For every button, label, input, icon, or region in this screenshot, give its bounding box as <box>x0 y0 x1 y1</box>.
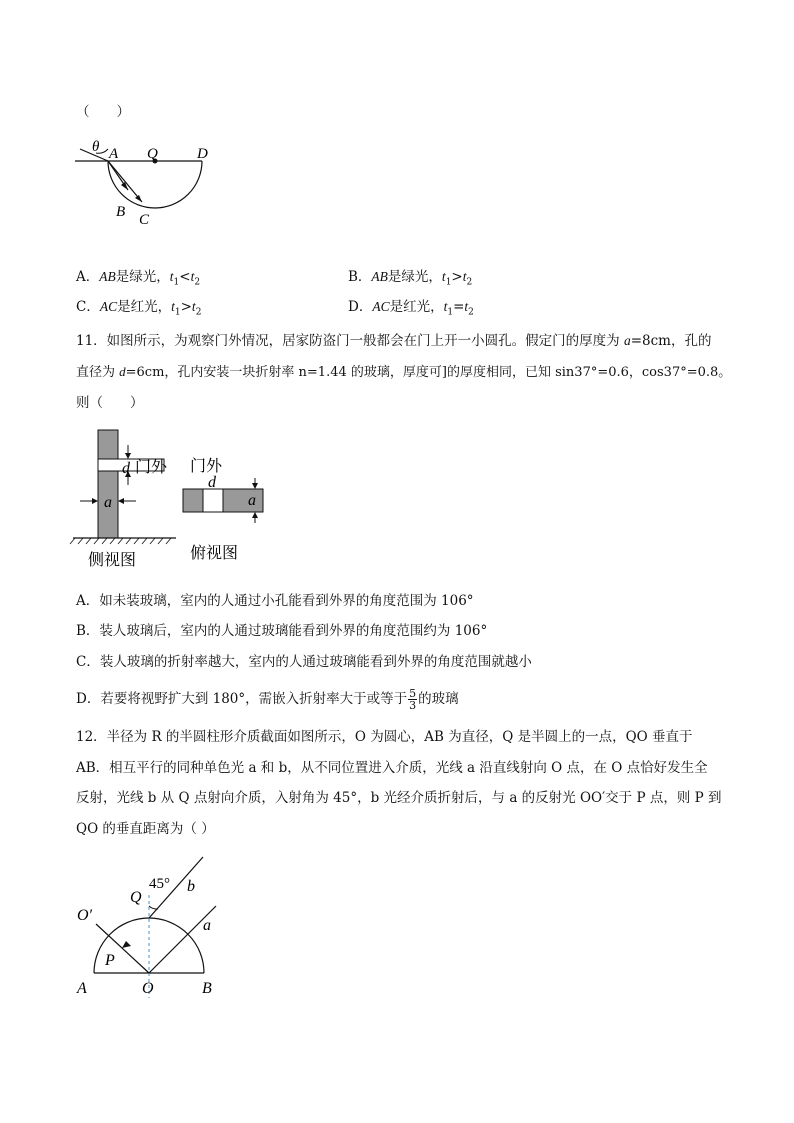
q10-label-Q: Q <box>147 146 158 162</box>
q10-figure <box>70 130 220 230</box>
q10-label-D: D <box>197 146 208 162</box>
q10-option-a: A．AB是绿光，$t_1<t_2$ <box>76 269 201 288</box>
q11-caption-top: 俯视图 <box>190 545 239 562</box>
q10-option-d: D．AC是红光，$t_1=t_2$ <box>348 299 474 318</box>
q12-stem-line4: QO 的垂直距离为（ ） <box>76 821 215 837</box>
q11-stem-line1: 11．如图所示，为观察门外情况，居家防盗门一般都会在门上开一小圆孔。假定门的厚度为 a=8cm，孔的 <box>76 333 712 349</box>
q12-label-P: P <box>105 952 115 969</box>
q11-option-a: A．如未装玻璃，室内的人通过小孔能看到外界的角度范围为 106° <box>76 593 474 609</box>
q11-stem-line2: 直径为 d=6cm，孔内安装一块折射率 n=1.44 的玻璃，厚度可]的厚度相同，已知 sin37°=0.6，cos37°=0.8。 <box>76 364 732 380</box>
q11-label-outside-side: 门外 <box>135 459 168 476</box>
q11-label-a-top: a <box>248 492 256 509</box>
q11-option-c: C．装人玻璃的折射率越大，室内的人通过玻璃能看到外界的角度范围就越小 <box>76 654 532 670</box>
q11-label-d-side: d <box>122 460 130 477</box>
q12-stem-line3: 反射，光线 b 从 Q 点射向介质，入射角为 45°，b 光经介质折射后，与 a 的反射光 OO′交于 P 点，则 P 到 <box>76 790 722 806</box>
q12-label-b: b <box>187 878 195 895</box>
q12-label-B: B <box>202 980 212 997</box>
q11-label-outside-top: 门外 <box>190 458 223 475</box>
q11-caption-side: 侧视图 <box>88 552 137 569</box>
q12-label-Oprime: O′ <box>77 907 93 924</box>
q10-label-C: C <box>139 212 150 228</box>
q11-label-d-top: d <box>208 474 216 491</box>
q11-option-b: B．装人玻璃后，室内的人通过玻璃能看到外界的角度范围约为 106° <box>76 623 488 639</box>
q10-label-A: A <box>109 146 119 162</box>
q12-stem-line1: 12．半径为 R 的半圆柱形介质截面如图所示，O 为圆心，AB 为直径，Q 是半圆上的一点，QO 垂直于 <box>76 729 693 745</box>
q12-label-Q: Q <box>130 889 142 906</box>
q12-label-a: a <box>203 917 211 934</box>
q10-option-b: B．AB是绿光，$t_1>t_2$ <box>348 269 473 288</box>
q11-label-a-side: a <box>104 494 112 511</box>
q10-label-B: B <box>116 204 126 220</box>
fraction-5-3: $\frac{5}{3}$ <box>409 687 417 712</box>
q12-figure <box>70 850 240 1000</box>
q12-stem-line2: AB．相互平行的同种单色光 a 和 b，从不同位置进入介质，光线 a 沿直线射向 O 点，在 O 点恰好发生全 <box>76 760 708 776</box>
q10-option-c: C．AC是红光，$t_1>t_2$ <box>76 299 202 318</box>
q12-label-angle: 45° <box>149 876 170 892</box>
q11-option-d: D．若要将视野扩大到 180°，需嵌入折射率大于或等于 $\frac{5}{3}$ 的玻璃 <box>76 687 459 712</box>
q11-stem-line3: 则（ ） <box>76 395 144 411</box>
q10-label-theta: θ <box>92 139 100 155</box>
q12-label-O: O <box>142 980 154 997</box>
q11-figure <box>66 425 276 570</box>
q12-label-A: A <box>77 980 87 997</box>
q10-answer-paren: （ ） <box>76 104 130 120</box>
